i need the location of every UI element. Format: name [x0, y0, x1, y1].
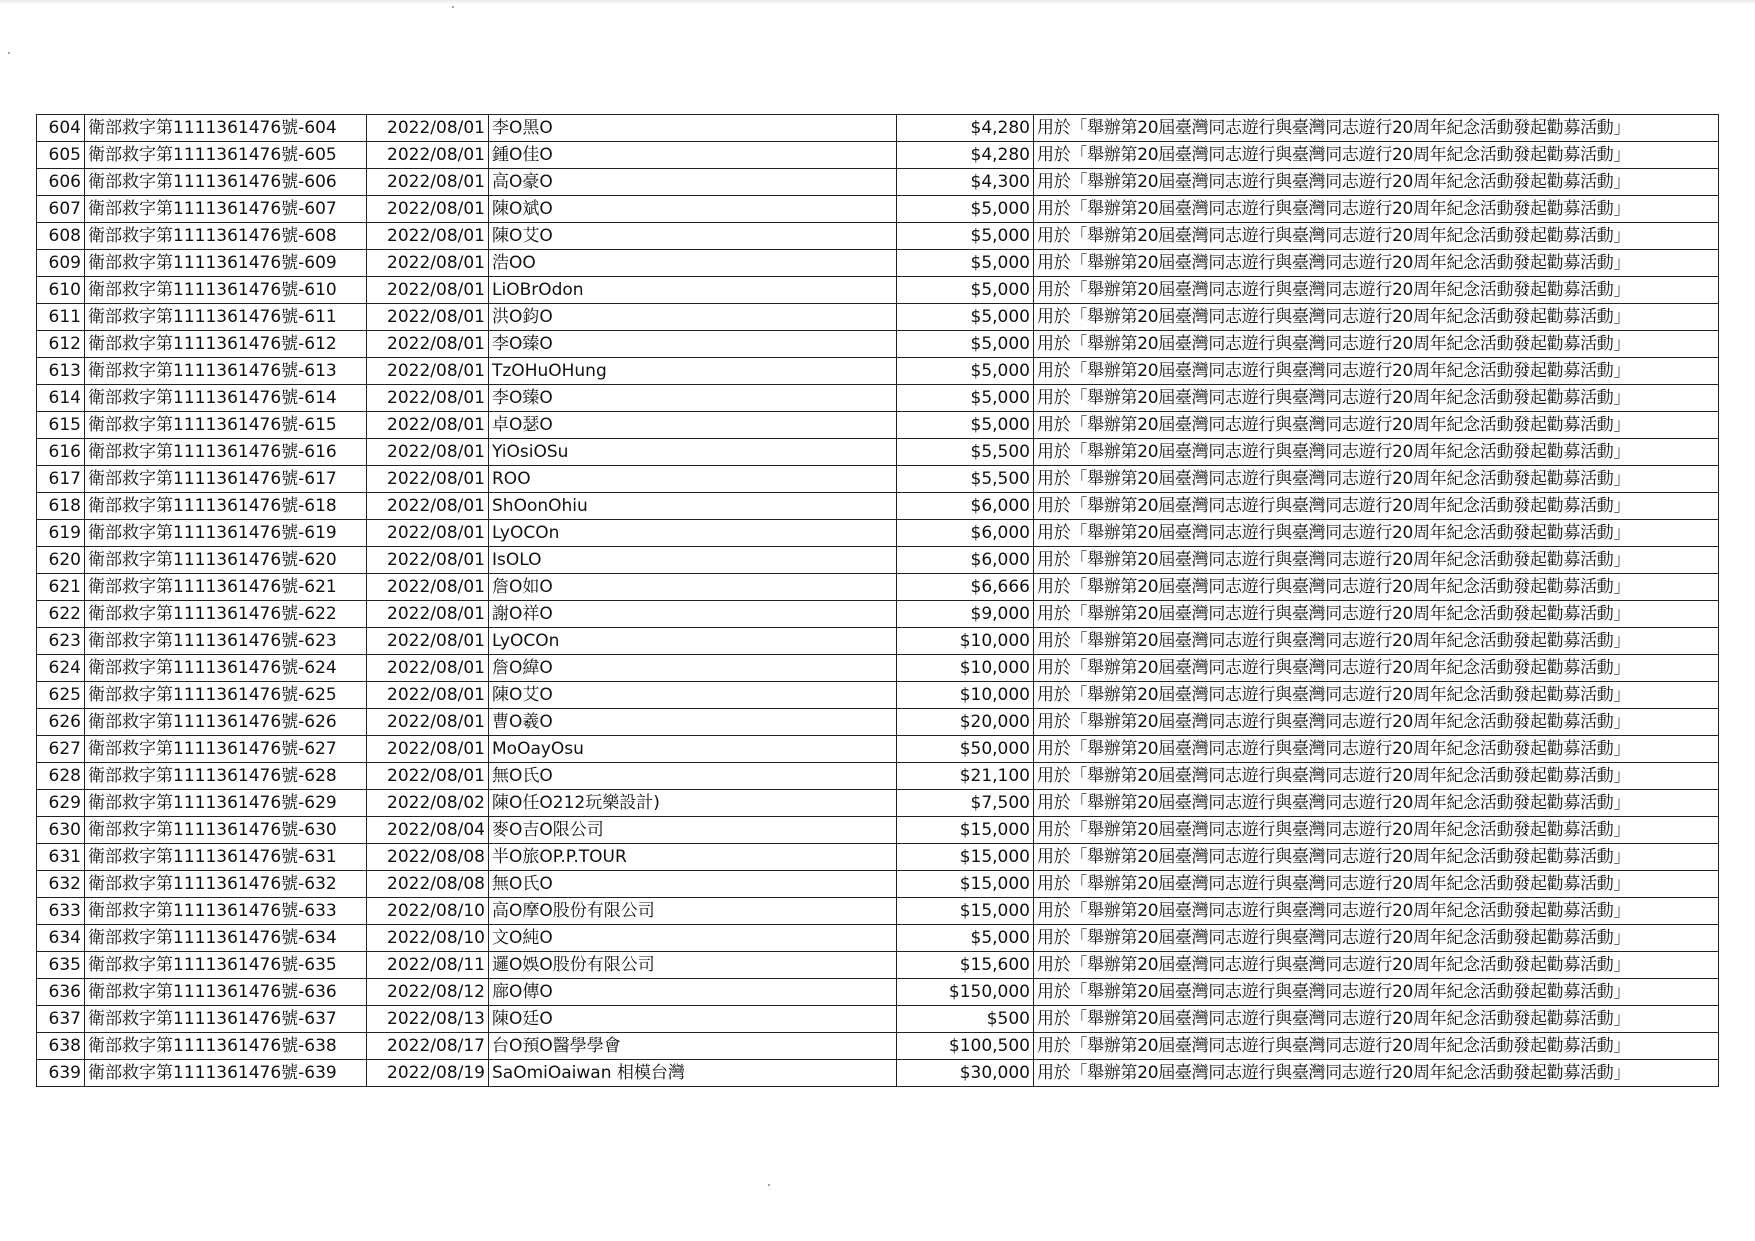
- donation-amount: $15,000: [897, 817, 1034, 844]
- donation-date: 2022/08/01: [367, 520, 489, 547]
- donation-purpose: 用於「舉辦第20屆臺灣同志遊行與臺灣同志遊行20周年紀念活動發起勸募活動」: [1034, 277, 1719, 304]
- donor-name: 李O臻O: [489, 331, 897, 358]
- donor-name: 陳O艾O: [489, 682, 897, 709]
- table-row: [37, 115, 1719, 142]
- donation-amount: $5,000: [897, 925, 1034, 952]
- donation-date: 2022/08/02: [367, 790, 489, 817]
- row-number: 627: [37, 736, 85, 763]
- table-row: [37, 331, 1719, 358]
- ledger-body: [37, 115, 1719, 1087]
- donation-purpose: 用於「舉辦第20屆臺灣同志遊行與臺灣同志遊行20周年紀念活動發起勸募活動」: [1034, 412, 1719, 439]
- donation-purpose: 用於「舉辦第20屆臺灣同志遊行與臺灣同志遊行20周年紀念活動發起勸募活動」: [1034, 628, 1719, 655]
- donation-amount: $6,666: [897, 574, 1034, 601]
- donation-purpose: 用於「舉辦第20屆臺灣同志遊行與臺灣同志遊行20周年紀念活動發起勸募活動」: [1034, 763, 1719, 790]
- document-number: 衛部救字第1111361476號-634: [85, 925, 367, 952]
- table-row: [37, 601, 1719, 628]
- donation-purpose: 用於「舉辦第20屆臺灣同志遊行與臺灣同志遊行20周年紀念活動發起勸募活動」: [1034, 547, 1719, 574]
- donation-purpose: 用於「舉辦第20屆臺灣同志遊行與臺灣同志遊行20周年紀念活動發起勸募活動」: [1034, 358, 1719, 385]
- donation-date: 2022/08/11: [367, 952, 489, 979]
- row-number: 614: [37, 385, 85, 412]
- donation-purpose: 用於「舉辦第20屆臺灣同志遊行與臺灣同志遊行20周年紀念活動發起勸募活動」: [1034, 439, 1719, 466]
- row-number: 608: [37, 223, 85, 250]
- donation-purpose: 用於「舉辦第20屆臺灣同志遊行與臺灣同志遊行20周年紀念活動發起勸募活動」: [1034, 817, 1719, 844]
- donor-name: 高O豪O: [489, 169, 897, 196]
- table-row: [37, 466, 1719, 493]
- row-number: 609: [37, 250, 85, 277]
- row-number: 611: [37, 304, 85, 331]
- donation-purpose: 用於「舉辦第20屆臺灣同志遊行與臺灣同志遊行20周年紀念活動發起勸募活動」: [1034, 250, 1719, 277]
- donation-amount: $30,000: [897, 1060, 1034, 1087]
- donation-purpose: 用於「舉辦第20屆臺灣同志遊行與臺灣同志遊行20周年紀念活動發起勸募活動」: [1034, 196, 1719, 223]
- donation-ledger-table: [36, 114, 1719, 1087]
- table-row: [37, 790, 1719, 817]
- donation-date: 2022/08/01: [367, 358, 489, 385]
- donation-amount: $9,000: [897, 601, 1034, 628]
- donor-name: 洪O鈞O: [489, 304, 897, 331]
- donation-date: 2022/08/01: [367, 574, 489, 601]
- document-number: 衛部救字第1111361476號-617: [85, 466, 367, 493]
- donation-purpose: 用於「舉辦第20屆臺灣同志遊行與臺灣同志遊行20周年紀念活動發起勸募活動」: [1034, 115, 1719, 142]
- donor-name: 詹O緯O: [489, 655, 897, 682]
- donation-amount: $5,500: [897, 439, 1034, 466]
- table-row: [37, 979, 1719, 1006]
- table-row: [37, 1060, 1719, 1087]
- donation-amount: $6,000: [897, 547, 1034, 574]
- row-number: 630: [37, 817, 85, 844]
- scan-speck: [452, 6, 454, 8]
- donation-date: 2022/08/08: [367, 844, 489, 871]
- donation-purpose: 用於「舉辦第20屆臺灣同志遊行與臺灣同志遊行20周年紀念活動發起勸募活動」: [1034, 952, 1719, 979]
- row-number: 626: [37, 709, 85, 736]
- scan-speck: [8, 52, 10, 54]
- donor-name: 麥O吉O限公司: [489, 817, 897, 844]
- document-number: 衛部救字第1111361476號-618: [85, 493, 367, 520]
- donation-date: 2022/08/01: [367, 142, 489, 169]
- row-number: 607: [37, 196, 85, 223]
- donor-name: 李O臻O: [489, 385, 897, 412]
- row-number: 606: [37, 169, 85, 196]
- donation-purpose: 用於「舉辦第20屆臺灣同志遊行與臺灣同志遊行20周年紀念活動發起勸募活動」: [1034, 898, 1719, 925]
- table-row: [37, 655, 1719, 682]
- scan-speck: [768, 1184, 770, 1186]
- donation-amount: $6,000: [897, 493, 1034, 520]
- donation-amount: $5,000: [897, 385, 1034, 412]
- donor-name: 浩OO: [489, 250, 897, 277]
- document-number: 衛部救字第1111361476號-610: [85, 277, 367, 304]
- row-number: 621: [37, 574, 85, 601]
- row-number: 638: [37, 1033, 85, 1060]
- donation-date: 2022/08/01: [367, 547, 489, 574]
- donation-purpose: 用於「舉辦第20屆臺灣同志遊行與臺灣同志遊行20周年紀念活動發起勸募活動」: [1034, 979, 1719, 1006]
- row-number: 631: [37, 844, 85, 871]
- document-number: 衛部救字第1111361476號-623: [85, 628, 367, 655]
- row-number: 617: [37, 466, 85, 493]
- donation-date: 2022/08/12: [367, 979, 489, 1006]
- table-row: [37, 925, 1719, 952]
- document-number: 衛部救字第1111361476號-632: [85, 871, 367, 898]
- donation-amount: $20,000: [897, 709, 1034, 736]
- document-number: 衛部救字第1111361476號-633: [85, 898, 367, 925]
- donation-amount: $5,000: [897, 358, 1034, 385]
- donation-date: 2022/08/01: [367, 439, 489, 466]
- donation-date: 2022/08/01: [367, 763, 489, 790]
- document-number: 衛部救字第1111361476號-624: [85, 655, 367, 682]
- donation-date: 2022/08/08: [367, 871, 489, 898]
- donor-name: 台O預O醫學學會: [489, 1033, 897, 1060]
- donation-amount: $5,000: [897, 196, 1034, 223]
- donation-purpose: 用於「舉辦第20屆臺灣同志遊行與臺灣同志遊行20周年紀念活動發起勸募活動」: [1034, 925, 1719, 952]
- table-row: [37, 817, 1719, 844]
- donation-amount: $5,000: [897, 412, 1034, 439]
- document-number: 衛部救字第1111361476號-638: [85, 1033, 367, 1060]
- row-number: 636: [37, 979, 85, 1006]
- donation-purpose: 用於「舉辦第20屆臺灣同志遊行與臺灣同志遊行20周年紀念活動發起勸募活動」: [1034, 655, 1719, 682]
- document-number: 衛部救字第1111361476號-635: [85, 952, 367, 979]
- row-number: 623: [37, 628, 85, 655]
- donor-name: 陳O廷O: [489, 1006, 897, 1033]
- table-row: [37, 412, 1719, 439]
- document-number: 衛部救字第1111361476號-604: [85, 115, 367, 142]
- donation-date: 2022/08/01: [367, 115, 489, 142]
- donation-purpose: 用於「舉辦第20屆臺灣同志遊行與臺灣同志遊行20周年紀念活動發起勸募活動」: [1034, 304, 1719, 331]
- row-number: 612: [37, 331, 85, 358]
- donation-purpose: 用於「舉辦第20屆臺灣同志遊行與臺灣同志遊行20周年紀念活動發起勸募活動」: [1034, 493, 1719, 520]
- table-row: [37, 709, 1719, 736]
- donation-date: 2022/08/01: [367, 169, 489, 196]
- document-number: 衛部救字第1111361476號-614: [85, 385, 367, 412]
- document-number: 衛部救字第1111361476號-606: [85, 169, 367, 196]
- row-number: 624: [37, 655, 85, 682]
- document-number: 衛部救字第1111361476號-630: [85, 817, 367, 844]
- document-number: 衛部救字第1111361476號-626: [85, 709, 367, 736]
- donor-name: IsOLO: [489, 547, 897, 574]
- donation-purpose: 用於「舉辦第20屆臺灣同志遊行與臺灣同志遊行20周年紀念活動發起勸募活動」: [1034, 790, 1719, 817]
- donation-amount: $6,000: [897, 520, 1034, 547]
- donation-amount: $10,000: [897, 655, 1034, 682]
- table-row: [37, 277, 1719, 304]
- donation-date: 2022/08/17: [367, 1033, 489, 1060]
- table-row: [37, 763, 1719, 790]
- document-number: 衛部救字第1111361476號-629: [85, 790, 367, 817]
- donation-purpose: 用於「舉辦第20屆臺灣同志遊行與臺灣同志遊行20周年紀念活動發起勸募活動」: [1034, 385, 1719, 412]
- document-number: 衛部救字第1111361476號-628: [85, 763, 367, 790]
- row-number: 635: [37, 952, 85, 979]
- donation-date: 2022/08/01: [367, 277, 489, 304]
- donation-purpose: 用於「舉辦第20屆臺灣同志遊行與臺灣同志遊行20周年紀念活動發起勸募活動」: [1034, 709, 1719, 736]
- donor-name: LyOCOn: [489, 628, 897, 655]
- donation-purpose: 用於「舉辦第20屆臺灣同志遊行與臺灣同志遊行20周年紀念活動發起勸募活動」: [1034, 1033, 1719, 1060]
- table-row: [37, 223, 1719, 250]
- donation-date: 2022/08/10: [367, 925, 489, 952]
- donation-purpose: 用於「舉辦第20屆臺灣同志遊行與臺灣同志遊行20周年紀念活動發起勸募活動」: [1034, 844, 1719, 871]
- donor-name: LiOBrOdon: [489, 277, 897, 304]
- row-number: 633: [37, 898, 85, 925]
- donor-name: 文O純O: [489, 925, 897, 952]
- donor-name: 卓O瑟O: [489, 412, 897, 439]
- donation-amount: $5,000: [897, 277, 1034, 304]
- donor-name: 李O黑O: [489, 115, 897, 142]
- table-row: [37, 1006, 1719, 1033]
- donor-name: ROO: [489, 466, 897, 493]
- donation-date: 2022/08/04: [367, 817, 489, 844]
- donor-name: 曹O羲O: [489, 709, 897, 736]
- donation-date: 2022/08/01: [367, 250, 489, 277]
- table-row: [37, 547, 1719, 574]
- document-number: 衛部救字第1111361476號-607: [85, 196, 367, 223]
- row-number: 604: [37, 115, 85, 142]
- donation-amount: $150,000: [897, 979, 1034, 1006]
- donor-name: YiOsiOSu: [489, 439, 897, 466]
- table-row: [37, 142, 1719, 169]
- table-row: [37, 196, 1719, 223]
- table-row: [37, 385, 1719, 412]
- document-number: 衛部救字第1111361476號-605: [85, 142, 367, 169]
- row-number: 619: [37, 520, 85, 547]
- document-number: 衛部救字第1111361476號-613: [85, 358, 367, 385]
- donation-amount: $50,000: [897, 736, 1034, 763]
- donation-amount: $10,000: [897, 628, 1034, 655]
- donation-purpose: 用於「舉辦第20屆臺灣同志遊行與臺灣同志遊行20周年紀念活動發起勸募活動」: [1034, 574, 1719, 601]
- donation-purpose: 用於「舉辦第20屆臺灣同志遊行與臺灣同志遊行20周年紀念活動發起勸募活動」: [1034, 601, 1719, 628]
- donation-date: 2022/08/19: [367, 1060, 489, 1087]
- donor-name: 廍O傳O: [489, 979, 897, 1006]
- donation-amount: $5,000: [897, 223, 1034, 250]
- donation-amount: $15,000: [897, 844, 1034, 871]
- donor-name: 無O氏O: [489, 763, 897, 790]
- donation-purpose: 用於「舉辦第20屆臺灣同志遊行與臺灣同志遊行20周年紀念活動發起勸募活動」: [1034, 520, 1719, 547]
- donation-date: 2022/08/01: [367, 709, 489, 736]
- donation-purpose: 用於「舉辦第20屆臺灣同志遊行與臺灣同志遊行20周年紀念活動發起勸募活動」: [1034, 142, 1719, 169]
- donation-purpose: 用於「舉辦第20屆臺灣同志遊行與臺灣同志遊行20周年紀念活動發起勸募活動」: [1034, 169, 1719, 196]
- table-row: [37, 682, 1719, 709]
- donation-amount: $100,500: [897, 1033, 1034, 1060]
- row-number: 610: [37, 277, 85, 304]
- document-number: 衛部救字第1111361476號-612: [85, 331, 367, 358]
- donation-purpose: 用於「舉辦第20屆臺灣同志遊行與臺灣同志遊行20周年紀念活動發起勸募活動」: [1034, 682, 1719, 709]
- document-number: 衛部救字第1111361476號-609: [85, 250, 367, 277]
- donation-amount: $21,100: [897, 763, 1034, 790]
- row-number: 613: [37, 358, 85, 385]
- document-number: 衛部救字第1111361476號-615: [85, 412, 367, 439]
- donor-name: 陳O任O212玩樂設計): [489, 790, 897, 817]
- table-row: [37, 304, 1719, 331]
- donor-name: LyOCOn: [489, 520, 897, 547]
- row-number: 605: [37, 142, 85, 169]
- donation-date: 2022/08/01: [367, 412, 489, 439]
- donor-name: 高O摩O股份有限公司: [489, 898, 897, 925]
- donation-date: 2022/08/01: [367, 682, 489, 709]
- table-row: [37, 250, 1719, 277]
- donation-amount: $4,300: [897, 169, 1034, 196]
- row-number: 622: [37, 601, 85, 628]
- table-row: [37, 736, 1719, 763]
- table-row: [37, 628, 1719, 655]
- table-row: [37, 898, 1719, 925]
- row-number: 616: [37, 439, 85, 466]
- donation-amount: $15,000: [897, 871, 1034, 898]
- page-top-edge: [0, 0, 1755, 4]
- document-number: 衛部救字第1111361476號-608: [85, 223, 367, 250]
- donor-name: 陳O斌O: [489, 196, 897, 223]
- document-number: 衛部救字第1111361476號-639: [85, 1060, 367, 1087]
- document-number: 衛部救字第1111361476號-631: [85, 844, 367, 871]
- donor-name: 邏O娛O股份有限公司: [489, 952, 897, 979]
- row-number: 634: [37, 925, 85, 952]
- donation-amount: $15,000: [897, 898, 1034, 925]
- document-number: 衛部救字第1111361476號-616: [85, 439, 367, 466]
- document-number: 衛部救字第1111361476號-621: [85, 574, 367, 601]
- donation-date: 2022/08/01: [367, 223, 489, 250]
- donor-name: 半O旅OP.P.TOUR: [489, 844, 897, 871]
- table-row: [37, 520, 1719, 547]
- document-number: 衛部救字第1111361476號-620: [85, 547, 367, 574]
- donor-name: MoOayOsu: [489, 736, 897, 763]
- row-number: 632: [37, 871, 85, 898]
- row-number: 625: [37, 682, 85, 709]
- table-row: [37, 493, 1719, 520]
- row-number: 615: [37, 412, 85, 439]
- donation-purpose: 用於「舉辦第20屆臺灣同志遊行與臺灣同志遊行20周年紀念活動發起勸募活動」: [1034, 223, 1719, 250]
- donation-purpose: 用於「舉辦第20屆臺灣同志遊行與臺灣同志遊行20周年紀念活動發起勸募活動」: [1034, 736, 1719, 763]
- table-row: [37, 358, 1719, 385]
- donor-name: 鍾O佳O: [489, 142, 897, 169]
- donation-date: 2022/08/10: [367, 898, 489, 925]
- donor-name: 無O氏O: [489, 871, 897, 898]
- table-row: [37, 574, 1719, 601]
- donation-date: 2022/08/01: [367, 736, 489, 763]
- row-number: 639: [37, 1060, 85, 1087]
- row-number: 628: [37, 763, 85, 790]
- donation-date: 2022/08/01: [367, 628, 489, 655]
- donation-amount: $4,280: [897, 115, 1034, 142]
- donation-date: 2022/08/01: [367, 601, 489, 628]
- donor-name: SaOmiOaiwan 相模台灣: [489, 1060, 897, 1087]
- donation-amount: $5,500: [897, 466, 1034, 493]
- donation-purpose: 用於「舉辦第20屆臺灣同志遊行與臺灣同志遊行20周年紀念活動發起勸募活動」: [1034, 1006, 1719, 1033]
- donation-amount: $500: [897, 1006, 1034, 1033]
- donation-date: 2022/08/01: [367, 304, 489, 331]
- donation-purpose: 用於「舉辦第20屆臺灣同志遊行與臺灣同志遊行20周年紀念活動發起勸募活動」: [1034, 871, 1719, 898]
- table-row: [37, 871, 1719, 898]
- donation-purpose: 用於「舉辦第20屆臺灣同志遊行與臺灣同志遊行20周年紀念活動發起勸募活動」: [1034, 331, 1719, 358]
- table-row: [37, 952, 1719, 979]
- donation-date: 2022/08/01: [367, 655, 489, 682]
- row-number: 637: [37, 1006, 85, 1033]
- row-number: 620: [37, 547, 85, 574]
- donation-amount: $5,000: [897, 250, 1034, 277]
- donation-amount: $7,500: [897, 790, 1034, 817]
- donor-name: 詹O如O: [489, 574, 897, 601]
- table-row: [37, 844, 1719, 871]
- document-number: 衛部救字第1111361476號-619: [85, 520, 367, 547]
- table-row: [37, 169, 1719, 196]
- row-number: 618: [37, 493, 85, 520]
- donation-date: 2022/08/13: [367, 1006, 489, 1033]
- document-number: 衛部救字第1111361476號-627: [85, 736, 367, 763]
- table-row: [37, 1033, 1719, 1060]
- document-number: 衛部救字第1111361476號-637: [85, 1006, 367, 1033]
- donation-amount: $15,600: [897, 952, 1034, 979]
- donation-date: 2022/08/01: [367, 466, 489, 493]
- row-number: 629: [37, 790, 85, 817]
- donation-amount: $4,280: [897, 142, 1034, 169]
- donation-amount: $5,000: [897, 331, 1034, 358]
- document-number: 衛部救字第1111361476號-636: [85, 979, 367, 1006]
- donation-date: 2022/08/01: [367, 196, 489, 223]
- donor-name: ShOonOhiu: [489, 493, 897, 520]
- donor-name: TzOHuOHung: [489, 358, 897, 385]
- document-number: 衛部救字第1111361476號-625: [85, 682, 367, 709]
- document-number: 衛部救字第1111361476號-611: [85, 304, 367, 331]
- donor-name: 陳O艾O: [489, 223, 897, 250]
- donation-purpose: 用於「舉辦第20屆臺灣同志遊行與臺灣同志遊行20周年紀念活動發起勸募活動」: [1034, 1060, 1719, 1087]
- table-row: [37, 439, 1719, 466]
- donation-amount: $5,000: [897, 304, 1034, 331]
- donation-purpose: 用於「舉辦第20屆臺灣同志遊行與臺灣同志遊行20周年紀念活動發起勸募活動」: [1034, 466, 1719, 493]
- donor-name: 謝O祥O: [489, 601, 897, 628]
- donation-amount: $10,000: [897, 682, 1034, 709]
- donation-date: 2022/08/01: [367, 385, 489, 412]
- document-number: 衛部救字第1111361476號-622: [85, 601, 367, 628]
- donation-date: 2022/08/01: [367, 493, 489, 520]
- donation-date: 2022/08/01: [367, 331, 489, 358]
